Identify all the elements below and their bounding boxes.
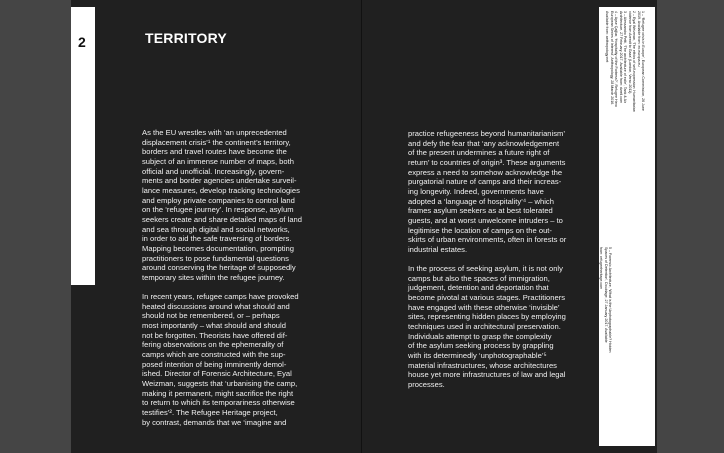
paragraph: As the EU wrestles with ‘an unprecedented displacement crisis’¹ the continent’s territory, borders and travel routes have become the subject of an immense number of maps, both official and unofficial. Increasingly, govern- ments and border agencies undertake surveil- lance measures, develop tracking technologies and employ private companies to control land on the ‘refugee journey’. In response, asylum seekers create and share detailed maps of land and sea through digital and social networks, in order to aid the safe traversing of borders. Mapping becomes documentation, prompting practitioners to pose fundamental questions around conserving the heritage of supposedly temporary sites within the refugee journey.: [142, 128, 302, 282]
right-page: [362, 0, 657, 453]
chapter-title: TERRITORY: [145, 30, 227, 46]
paragraph: In the process of seeking asylum, it is not only camps but also the spaces of immigration, judgement, detention and deportation that become pivotal at various stages. Practitioners have engaged with these otherwise ‘invisible’ sites, representing hidden places by employing techniques used in architectural preservation. Individuals attempt to grasp the complexity of the asylum seeking process by grappling with its determinedly ‘unphotographable’⁵ material infrastructures, whose architectures house yet more infrastructures of law and legal processes.: [408, 264, 566, 389]
footnote-block: 3 – Alessandro Petti, ‘The architecture of exile’, Tank & Air Architecture, 27 February 2017. Available from: dwell.com 4 – Ayse Çağlar, ‘Hospitality of the Fortress?’, Refugee Hero European Series of Interest’, Anthropology, 28 March 2016. Available from: anthropology.net: [605, 11, 627, 107]
footnotes-strip: [599, 7, 655, 446]
right-body-text: [408, 129, 628, 399]
left-page: [71, 0, 361, 453]
chapter-number: 2: [78, 34, 86, 50]
paragraph: practice refugeeness beyond humanitarianism’ and defy the fear that ‘any acknowledgement of the present undermines a future right of return’ to countries of origin³. These arguments express a need to somehow acknowledge the purgatorial nature of camps and their increas- ing longevity. Indeed, governments have adopted a ‘language of hospitality’⁴ – which frames asylum seekers as at best tolerated guests, and at worst unwelcome intruders – to legitimise the location of camps on the out- skirts of urban environments, often in forests or industrial estates.: [408, 129, 567, 254]
chapter-tab: [71, 7, 95, 285]
left-body-text: [142, 128, 356, 437]
footnote-block: 1 – ‘Refugee crisis in Europe’, European Commission, 26 June 2019. Available from: ec.europa.eu 2 – Eyal Weizman, ‘The ethics of self-expression: Humanitarian violence from Arendt to Gaza’ (London, Verso 2011).: [627, 11, 645, 112]
paragraph: In recent years, refugee camps have provoked heated discussions around what should and should not be remembered, or – perhaps most importantly – what should and should not be forgotten. Theorists have offered dif- fering observations on the ephemerality of camps which are constructed with the sup- posed intention of being imminently demol- ished. Director of Forensic Architecture, Eyal Weizman, suggests that ‘urbanising the camp, making it permanent, might sacrifice the right to return to which its temporariness otherwise testifies’². The Refugee Heritage project, by contrast, demands that we ‘imagine and: [142, 292, 299, 427]
page-spread: [71, 0, 657, 453]
footnote-block: 5 – Forensic Architecture, ‘What is the Unphotographable? Hidden Spaces of Detention’, Doublage, 27 January 2017. Available from: refugeeheritage.com: [599, 247, 612, 353]
